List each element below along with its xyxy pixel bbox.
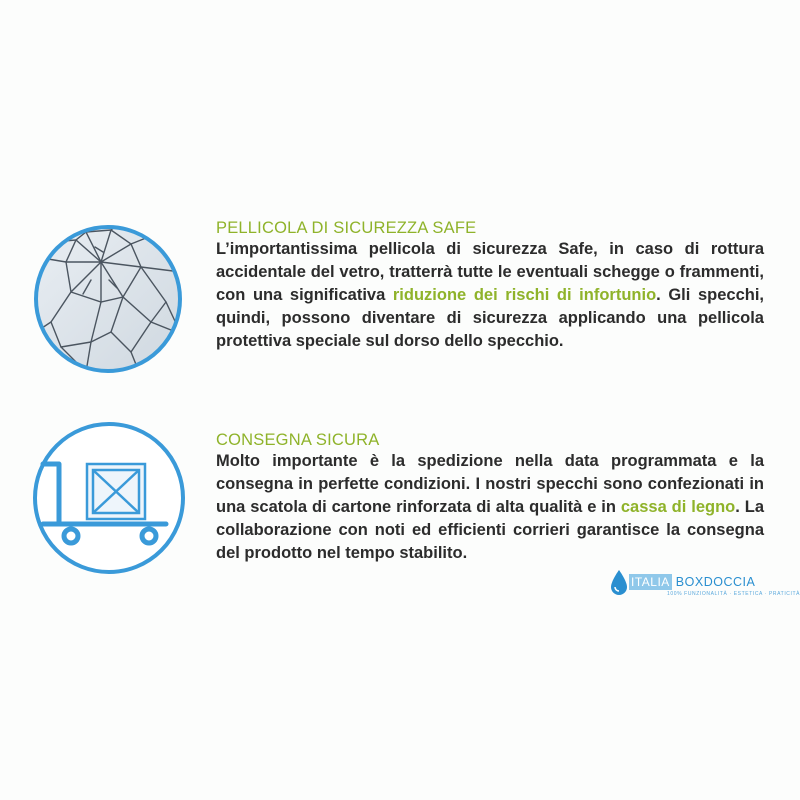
safety-film-section — [216, 218, 764, 353]
logo-tagline: 100% FUNZIONALITÀ · ESTETICA · PRATICITÀ — [667, 591, 800, 597]
broken-glass-icon — [31, 222, 185, 376]
text-part: L’importantissima pellicola di sicurezza Safe, in caso di rottura accidentale del vetro, tratterrà tutte le eventuali schegge o frammenti, con una significativa — [216, 240, 764, 304]
shopping-cart-icon — [31, 420, 187, 576]
text-part: . La collaborazione con noti ed efficienti corrieri garantisce la consegna del prodotto nel tempo stabilito. — [216, 498, 765, 562]
logo-boxdoccia: BOXDOCCIA — [675, 575, 756, 589]
highlight-text: riduzione dei rischi di infortunio — [392, 286, 657, 304]
section-text — [216, 450, 764, 565]
highlight-text: cassa di legno — [620, 498, 736, 516]
section-title: PELLICOLA DI SICUREZZA SAFE — [216, 219, 477, 237]
water-drop-icon — [609, 569, 629, 597]
delivery-section — [216, 430, 764, 565]
text-part: Molto importante è la spedizione nella data programmata e la consegna in perfette condizioni. I nostri specchi sono confezionati in una scatola di cartone rinforzata di alta qualità e in — [216, 452, 764, 516]
section-text — [216, 238, 764, 353]
text-part: . Gli specchi, quindi, possono diventare di sicurezza applicando una pellicola protettiva speciale sul dorso dello specchio. — [216, 286, 764, 350]
section-title: CONSEGNA SICURA — [216, 431, 380, 449]
logo-italia: ITALIA — [631, 575, 670, 589]
brand-logo — [609, 563, 800, 603]
